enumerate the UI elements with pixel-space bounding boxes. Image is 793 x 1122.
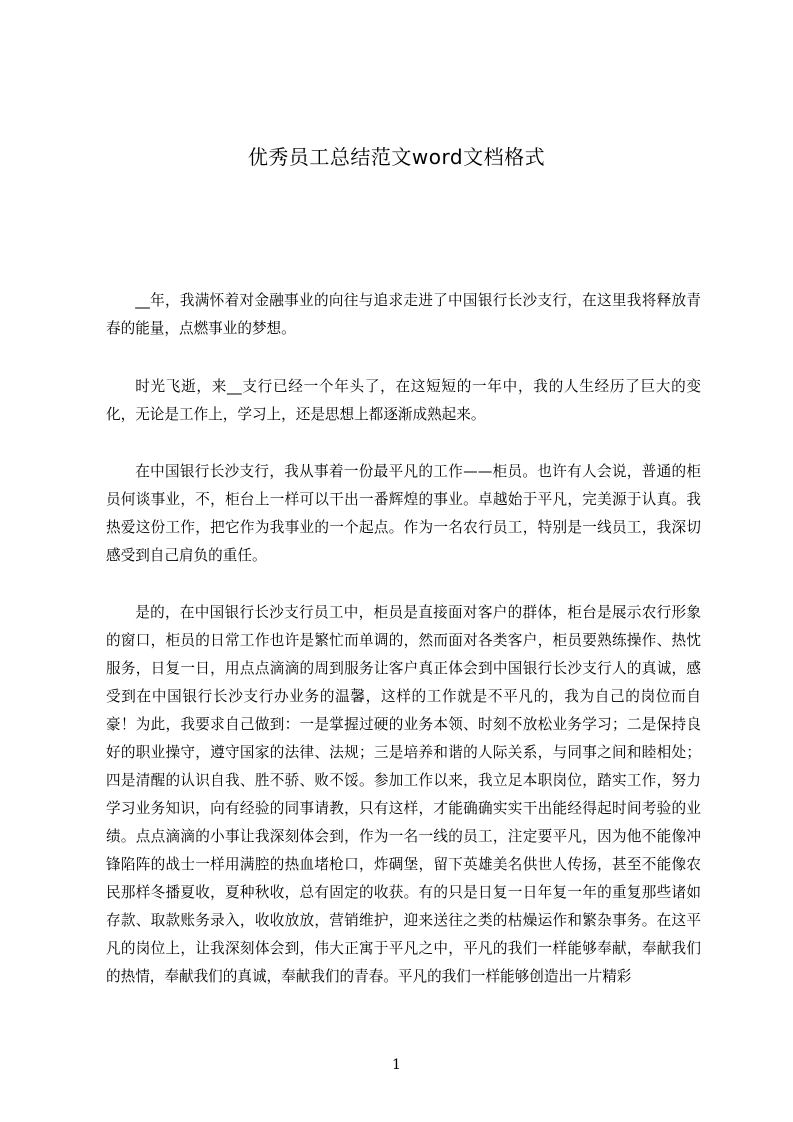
page-number: 1	[392, 1057, 401, 1073]
document-title: 优秀员工总结范文word文档格式	[247, 145, 546, 169]
paragraph-1: __年，我满怀着对金融事业的向往与追求走进了中国银行长沙支行，在这里我将释放青春的能量，点燃事业的梦想。	[106, 292, 701, 337]
paragraph-2: 时光飞逝，来__支行已经一个年头了，在这短短的一年中，我的人生经历了巨大的变化，无论是工作上，学习上，还是思想上都逐渐成熟起来。	[106, 378, 701, 423]
document-body	[106, 287, 701, 1020]
paragraph-4: 是的，在中国银行长沙支行员工中，柜员是直接面对客户的群体，柜台是展示农行形象的窗口，柜员的日常工作也许是繁忙而单调的，然而面对各类客户，柜员要熟练操作、热忱服务，日复一日，用点点滴滴的周到服务让客户真正体会到中国银行长沙支行人的真诚，感受到在中国银行长沙支行办业务的温馨，这样的工作就是不平凡的，我为自己的岗位而自豪！为此，我要求自己做到：一是掌握过硬的业务本领、时刻不放松业务学习；二是保持良好的职业操守，遵守国家的法律、法规；三是培养和谐的人际关系，与同事之间和睦相处；四是清醒的认识自我、胜不骄、败不馁。参加工作以来，我立足本职岗位，踏实工作，努力学习业务知识，向有经验的同事请教，只有这样，才能确确实实干出能经得起时间考验的业绩。点点滴滴的小事让我深刻体会到，作为一名一线的员工，注定要平凡，因为他不能像冲锋陷阵的战士一样用满腔的热血堵枪口，炸碉堡，留下英雄美名供世人传扬，甚至不能像农民那样冬播夏收，夏种秋收，总有固定的收获。有的只是日复一日年复一年的重复那些诸如存款、取款账务录入，收收放放，营销维护，迎来送往之类的枯燥运作和繁杂事务。在这平凡的岗位上，让我深刻体会到，伟大正寓于平凡之中，平凡的我们一样能够奉献，奉献我们的热情，奉献我们的真诚，奉献我们的青春。平凡的我们一样能够创造出一片精彩	[106, 604, 701, 985]
paragraph-3: 在中国银行长沙支行，我从事着一份最平凡的工作——柜员。也许有人会说，普通的柜员何谈事业，不，柜台上一样可以干出一番辉煌的事业。卓越始于平凡，完美源于认真。我热爱这份工作，把它作为我事业的一个起点。作为一名农行员工，特别是一线员工，我深切感受到自己肩负的重任。	[106, 463, 701, 564]
